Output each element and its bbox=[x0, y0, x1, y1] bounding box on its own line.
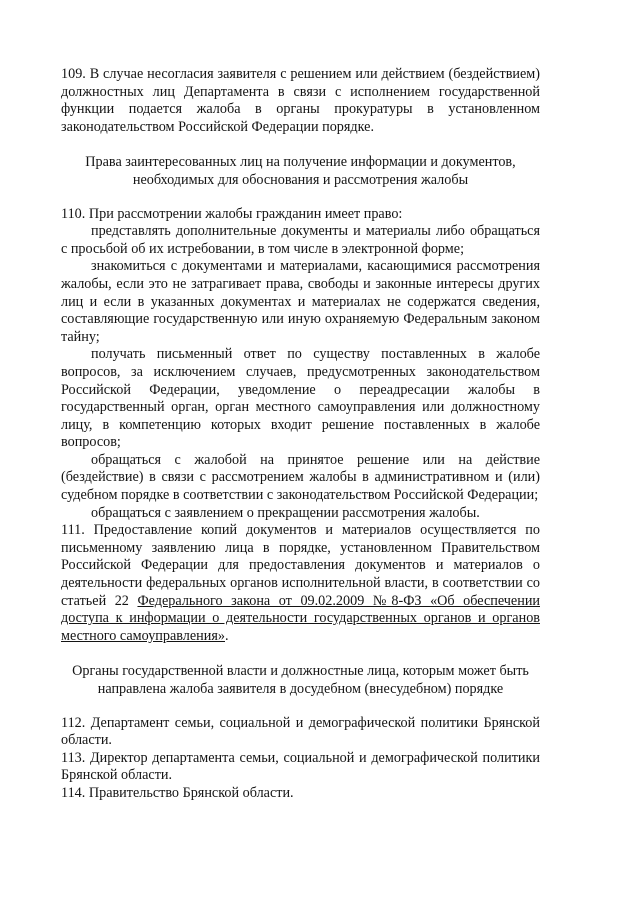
section-heading-authorities: Органы государственной власти и должностные лица, которым может быть направлена жалоба заявителя в досудебном (внесудебном) порядке bbox=[72, 663, 529, 697]
paragraph-112: 112. Департамент семьи, социальной и демографической политики Брянской области. bbox=[61, 714, 540, 749]
paragraph-114: 114. Правительство Брянской области. bbox=[61, 784, 294, 801]
paragraph-110-item: обращаться с заявлением о прекращении рассмотрения жалобы. bbox=[91, 504, 480, 521]
paragraph-113: 113. Директор департамента семьи, социальной и демографической политики Брянской области. bbox=[61, 749, 540, 784]
paragraph-110-item: знакомиться с документами и материалами, касающимися рассмотрения жалобы, если это не затрагивает права, свободы и законные интересы других лиц и если в указанных документах и материалах не содержатся сведения, составляющие государственную или иную охраняемую Федеральным законом тайну; bbox=[61, 258, 540, 345]
paragraph-109: 109. В случае несогласия заявителя с решением или действием (бездействием) должностных лиц Департамента в связи с исполнением государственной функции подается жалоба в органы прокуратуры в установленном законодательством Российской Федерации порядке. bbox=[61, 66, 540, 135]
paragraph-111-end: . bbox=[225, 627, 229, 644]
paragraph-111 bbox=[61, 522, 540, 645]
document-page bbox=[61, 66, 540, 803]
paragraph-110-item: представлять дополнительные документы и материалы либо обращаться с просьбой об их истребовании, в том числе в электронной форме; bbox=[61, 223, 540, 257]
section-heading-rights: Права заинтересованных лиц на получение информации и документов, необходимых для обоснования и рассмотрения жалобы bbox=[85, 154, 516, 188]
paragraph-110-item: получать письменный ответ по существу поставленных в жалобе вопросов, за исключением случаев, предусмотренных законодательством Российской Федерации, уведомление о переадресации жалобы в государственный орган, орган местного самоуправления или должностному лицу, в компетенцию которых входит решение поставленных в жалобе вопросов; bbox=[61, 346, 540, 451]
federal-law-link[interactable]: Федерального закона от 09.02.2009 №8-ФЗ «Об обеспечении доступа к информации о деятельности государственных органов и органов местного самоуправления» bbox=[61, 592, 540, 644]
paragraph-110: 110. При рассмотрении жалобы гражданин имеет право: bbox=[61, 205, 403, 222]
paragraph-110-item: обращаться с жалобой на принятое решение или на действие (бездействие) в связи с рассмотрением жалобы в административном и (или) судебном порядке в соответствии с законодательством Российской Федерации; bbox=[61, 451, 540, 504]
paragraph-111-text: 111. Предоставление копий документов и материалов осуществляется по письменному заявлению лица в порядке, установленном Правительством Российской Федерации для предоставления документов и материалов о деятельности федеральных органов исполнительной власти, в соответствии со статьей 22 bbox=[61, 522, 540, 609]
